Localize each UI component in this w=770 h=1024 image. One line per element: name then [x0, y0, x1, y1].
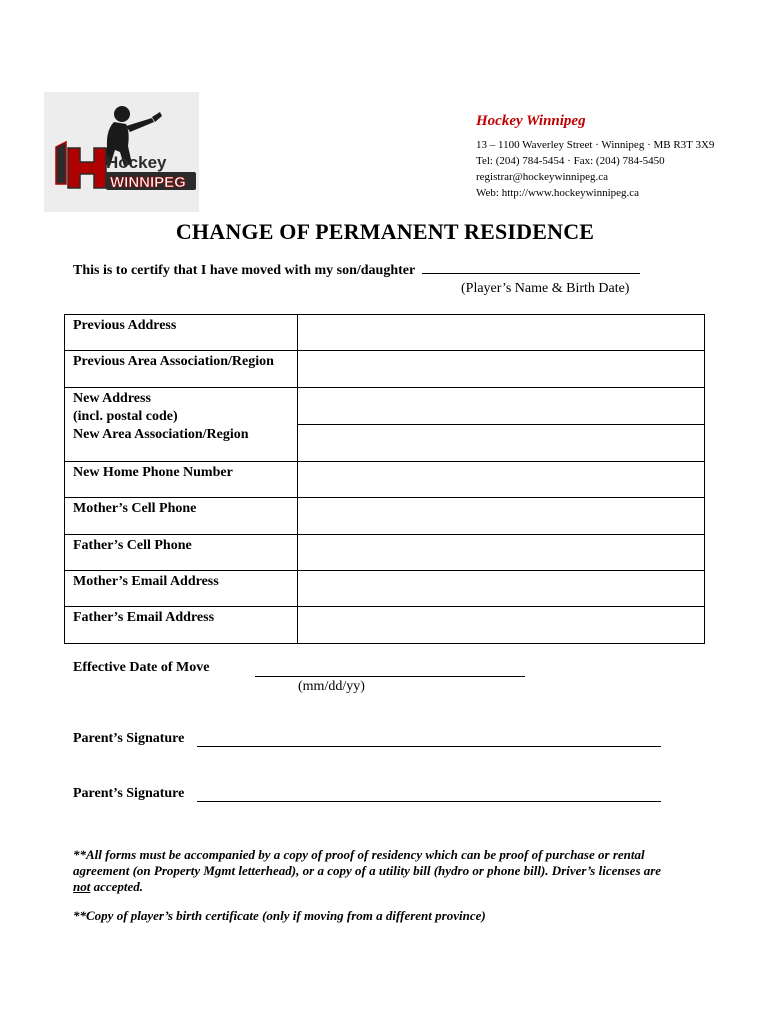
mother-cell-field[interactable]	[298, 498, 705, 534]
father-email-field[interactable]	[298, 607, 705, 643]
new-region-input[interactable]	[298, 425, 704, 461]
logo-text-winnipeg: WINNIPEG	[110, 174, 186, 191]
player-name-field[interactable]	[422, 261, 640, 274]
effective-date-label: Effective Date of Move	[73, 660, 210, 675]
new-address-field[interactable]	[298, 387, 705, 461]
note1-end: accepted.	[90, 879, 144, 894]
effective-date-field[interactable]	[255, 663, 525, 677]
residency-proof-note	[73, 847, 673, 895]
org-name: Hockey Winnipeg	[476, 113, 586, 129]
new-address-label-line2: (incl. postal code)	[73, 408, 178, 424]
hockey-winnipeg-logo	[44, 92, 199, 212]
note1-emphasis: not	[73, 879, 91, 894]
effective-date-hint: (mm/dd/yy)	[298, 679, 365, 694]
table-row	[65, 570, 705, 606]
page-title: CHANGE OF PERMANENT RESIDENCE	[175, 219, 595, 244]
previous-region-field[interactable]	[298, 351, 705, 387]
table-row	[65, 351, 705, 387]
certify-text: This is to certify that I have moved with my son/daughter	[73, 263, 415, 278]
new-region-label: New Area Association/Region	[73, 426, 249, 442]
player-name-hint: (Player’s Name & Birth Date)	[461, 281, 630, 296]
birth-certificate-note: **Copy of player’s birth certificate (only if moving from a different province)	[73, 908, 486, 923]
table-row	[65, 315, 705, 351]
previous-address-label: Previous Address	[65, 315, 298, 351]
previous-region-label: Previous Area Association/Region	[65, 351, 298, 387]
table-row	[65, 498, 705, 534]
org-email[interactable]: registrar@hockeywinnipeg.ca	[476, 171, 608, 183]
parent-signature-label-1: Parent’s Signature	[73, 731, 185, 746]
parent-signature-label-2: Parent’s Signature	[73, 786, 185, 801]
home-phone-label: New Home Phone Number	[65, 461, 298, 497]
new-address-label-line1: New Address	[73, 390, 151, 406]
residence-form-table	[64, 314, 705, 644]
org-web[interactable]: Web: http://www.hockeywinnipeg.ca	[476, 187, 640, 199]
table-row	[65, 461, 705, 497]
new-address-input[interactable]	[298, 388, 704, 425]
parent-signature-field-1[interactable]	[197, 733, 661, 747]
parent-signature-field-2[interactable]	[197, 788, 661, 802]
mother-email-field[interactable]	[298, 570, 705, 606]
note1-text: **All forms must be accompanied by a copy of proof of residency which can be proof of purchase or rental agreement (on Property Mgmt letterhead), or a copy of a utility bill (hydro or phone bill). Driver’s licenses are	[73, 847, 662, 878]
table-row	[65, 607, 705, 643]
certify-line	[73, 261, 640, 279]
org-phone: Tel: (204) 784-5454 · Fax: (204) 784-5450	[476, 155, 665, 167]
mother-email-label: Mother’s Email Address	[65, 570, 298, 606]
new-address-label	[65, 387, 298, 461]
previous-address-field[interactable]	[298, 315, 705, 351]
org-address: 13 – 1100 Waverley Street · Winnipeg · MB R3T 3X9	[476, 139, 715, 151]
table-row	[65, 534, 705, 570]
father-cell-field[interactable]	[298, 534, 705, 570]
mother-cell-label: Mother’s Cell Phone	[65, 498, 298, 534]
home-phone-field[interactable]	[298, 461, 705, 497]
father-cell-label: Father’s Cell Phone	[65, 534, 298, 570]
logo-text-hockey: Hockey	[106, 153, 167, 172]
father-email-label: Father’s Email Address	[65, 607, 298, 643]
letterhead	[476, 113, 756, 201]
table-row	[65, 387, 705, 461]
